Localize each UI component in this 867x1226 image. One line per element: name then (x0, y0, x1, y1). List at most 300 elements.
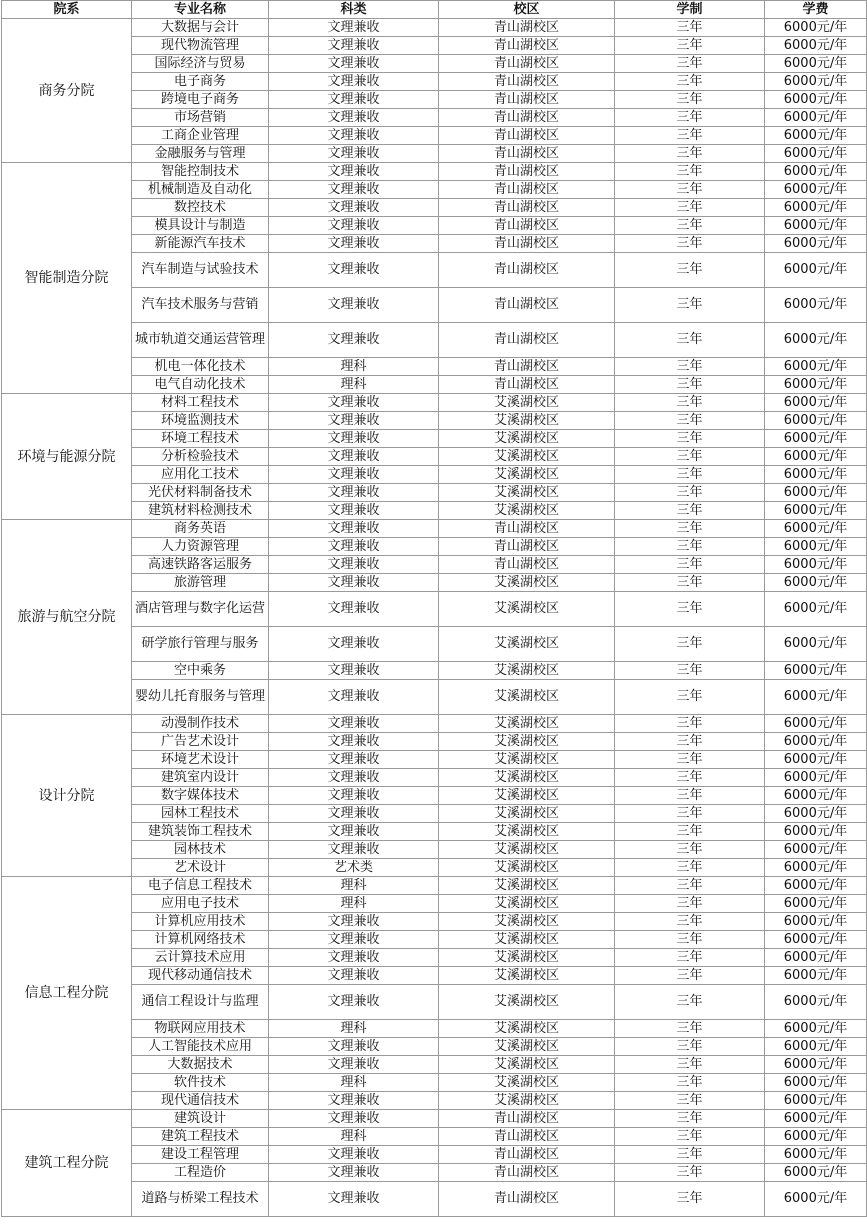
major-cell: 环境监测技术 (132, 412, 269, 430)
table-row (2, 1092, 867, 1110)
category-cell: 文理兼收 (269, 145, 439, 163)
major-cell: 金融服务与管理 (132, 145, 269, 163)
campus-cell: 青山湖校区 (439, 556, 615, 574)
duration-cell: 三年 (615, 967, 765, 985)
campus-cell: 艾溪湖校区 (439, 1056, 615, 1074)
category-cell: 文理兼收 (269, 1092, 439, 1110)
campus-cell: 青山湖校区 (439, 37, 615, 55)
duration-cell: 三年 (615, 751, 765, 769)
fee-cell: 6000元/年 (765, 484, 867, 502)
duration-cell: 三年 (615, 733, 765, 751)
table-row (2, 662, 867, 680)
major-cell: 环境艺术设计 (132, 751, 269, 769)
category-cell: 文理兼收 (269, 73, 439, 91)
table-row (2, 217, 867, 235)
campus-cell: 艾溪湖校区 (439, 502, 615, 520)
category-cell: 文理兼收 (269, 985, 439, 1020)
category-cell: 文理兼收 (269, 253, 439, 288)
major-cell: 跨境电子商务 (132, 91, 269, 109)
major-cell: 高速铁路客运服务 (132, 556, 269, 574)
category-cell: 文理兼收 (269, 949, 439, 967)
campus-cell: 艾溪湖校区 (439, 1038, 615, 1056)
fee-cell: 6000元/年 (765, 1074, 867, 1092)
category-cell: 理科 (269, 1128, 439, 1146)
campus-cell: 艾溪湖校区 (439, 1020, 615, 1038)
fee-cell: 6000元/年 (765, 751, 867, 769)
major-cell: 应用化工技术 (132, 466, 269, 484)
table-row (2, 1056, 867, 1074)
table-row (2, 323, 867, 358)
major-cell: 国际经济与贸易 (132, 55, 269, 73)
major-cell: 环境工程技术 (132, 430, 269, 448)
fee-cell: 6000元/年 (765, 55, 867, 73)
duration-cell: 三年 (615, 412, 765, 430)
duration-cell: 三年 (615, 574, 765, 592)
duration-cell: 三年 (615, 466, 765, 484)
table-row (2, 109, 867, 127)
campus-cell: 艾溪湖校区 (439, 466, 615, 484)
campus-cell: 青山湖校区 (439, 73, 615, 91)
campus-cell: 艾溪湖校区 (439, 412, 615, 430)
duration-cell: 三年 (615, 1056, 765, 1074)
fee-cell: 6000元/年 (765, 931, 867, 949)
duration-cell: 三年 (615, 931, 765, 949)
category-cell: 文理兼收 (269, 715, 439, 733)
campus-cell: 青山湖校区 (439, 127, 615, 145)
duration-cell: 三年 (615, 199, 765, 217)
campus-cell: 艾溪湖校区 (439, 823, 615, 841)
major-cell: 工商企业管理 (132, 127, 269, 145)
category-cell: 文理兼收 (269, 502, 439, 520)
major-cell: 材料工程技术 (132, 394, 269, 412)
major-cell: 建设工程管理 (132, 1146, 269, 1164)
duration-cell: 三年 (615, 323, 765, 358)
major-cell: 机械制造及自动化 (132, 181, 269, 199)
campus-cell: 艾溪湖校区 (439, 430, 615, 448)
category-cell: 文理兼收 (269, 1056, 439, 1074)
campus-cell: 艾溪湖校区 (439, 769, 615, 787)
category-cell: 文理兼收 (269, 805, 439, 823)
fee-cell: 6000元/年 (765, 145, 867, 163)
campus-cell: 艾溪湖校区 (439, 985, 615, 1020)
table-row (2, 1182, 867, 1217)
major-cell: 空中乘务 (132, 662, 269, 680)
campus-cell: 青山湖校区 (439, 145, 615, 163)
duration-cell: 三年 (615, 1128, 765, 1146)
category-cell: 文理兼收 (269, 163, 439, 181)
fee-cell: 6000元/年 (765, 376, 867, 394)
major-cell: 建筑设计 (132, 1110, 269, 1128)
major-cell: 电子信息工程技术 (132, 877, 269, 895)
major-cell: 应用电子技术 (132, 895, 269, 913)
campus-cell: 青山湖校区 (439, 199, 615, 217)
fee-cell: 6000元/年 (765, 859, 867, 877)
table-row (2, 859, 867, 877)
duration-cell: 三年 (615, 715, 765, 733)
campus-cell: 青山湖校区 (439, 520, 615, 538)
fee-cell: 6000元/年 (765, 1164, 867, 1182)
major-cell: 人工智能技术应用 (132, 1038, 269, 1056)
duration-cell: 三年 (615, 430, 765, 448)
duration-cell: 三年 (615, 448, 765, 466)
category-cell: 文理兼收 (269, 1146, 439, 1164)
table-row (2, 502, 867, 520)
table-row (2, 1038, 867, 1056)
major-cell: 计算机网络技术 (132, 931, 269, 949)
header-category: 科类 (269, 1, 439, 19)
duration-cell: 三年 (615, 37, 765, 55)
header-campus: 校区 (439, 1, 615, 19)
table-row (2, 1074, 867, 1092)
campus-cell: 艾溪湖校区 (439, 574, 615, 592)
campus-cell: 艾溪湖校区 (439, 484, 615, 502)
category-cell: 文理兼收 (269, 680, 439, 715)
table-row (2, 466, 867, 484)
fee-cell: 6000元/年 (765, 823, 867, 841)
fee-cell: 6000元/年 (765, 430, 867, 448)
fee-cell: 6000元/年 (765, 1092, 867, 1110)
category-cell: 文理兼收 (269, 1110, 439, 1128)
campus-cell: 青山湖校区 (439, 376, 615, 394)
table-row (2, 91, 867, 109)
campus-cell: 艾溪湖校区 (439, 949, 615, 967)
category-cell: 文理兼收 (269, 91, 439, 109)
fee-cell: 6000元/年 (765, 502, 867, 520)
campus-cell: 青山湖校区 (439, 1182, 615, 1217)
category-cell: 文理兼收 (269, 484, 439, 502)
fee-cell: 6000元/年 (765, 1182, 867, 1217)
major-cell: 商务英语 (132, 520, 269, 538)
table-row (2, 895, 867, 913)
major-cell: 汽车技术服务与营销 (132, 288, 269, 323)
category-cell: 文理兼收 (269, 967, 439, 985)
category-cell: 文理兼收 (269, 288, 439, 323)
category-cell: 文理兼收 (269, 55, 439, 73)
campus-cell: 青山湖校区 (439, 109, 615, 127)
table-row (2, 556, 867, 574)
duration-cell: 三年 (615, 895, 765, 913)
table-row (2, 627, 867, 662)
fee-cell: 6000元/年 (765, 217, 867, 235)
campus-cell: 青山湖校区 (439, 288, 615, 323)
major-cell: 研学旅行管理与服务 (132, 627, 269, 662)
table-row (2, 394, 867, 412)
fee-cell: 6000元/年 (765, 466, 867, 484)
duration-cell: 三年 (615, 19, 765, 37)
duration-cell: 三年 (615, 1074, 765, 1092)
table-row (2, 181, 867, 199)
major-cell: 道路与桥梁工程技术 (132, 1182, 269, 1217)
fee-cell: 6000元/年 (765, 574, 867, 592)
category-cell: 文理兼收 (269, 1038, 439, 1056)
campus-cell: 艾溪湖校区 (439, 1074, 615, 1092)
campus-cell: 艾溪湖校区 (439, 859, 615, 877)
duration-cell: 三年 (615, 127, 765, 145)
category-cell: 文理兼收 (269, 769, 439, 787)
major-cell: 计算机应用技术 (132, 913, 269, 931)
major-cell: 机电一体化技术 (132, 358, 269, 376)
table-row (2, 73, 867, 91)
major-cell: 软件技术 (132, 1074, 269, 1092)
category-cell: 理科 (269, 358, 439, 376)
table-row (2, 877, 867, 895)
duration-cell: 三年 (615, 145, 765, 163)
fee-cell: 6000元/年 (765, 253, 867, 288)
fee-cell: 6000元/年 (765, 19, 867, 37)
table-row (2, 931, 867, 949)
campus-cell: 艾溪湖校区 (439, 841, 615, 859)
fee-cell: 6000元/年 (765, 877, 867, 895)
fee-cell: 6000元/年 (765, 841, 867, 859)
header-major: 专业名称 (132, 1, 269, 19)
duration-cell: 三年 (615, 841, 765, 859)
major-cell: 数字媒体技术 (132, 787, 269, 805)
major-cell: 新能源汽车技术 (132, 235, 269, 253)
major-cell: 智能控制技术 (132, 163, 269, 181)
major-cell: 分析检验技术 (132, 448, 269, 466)
fee-cell: 6000元/年 (765, 1020, 867, 1038)
major-cell: 园林工程技术 (132, 805, 269, 823)
table-row (2, 412, 867, 430)
category-cell: 文理兼收 (269, 412, 439, 430)
duration-cell: 三年 (615, 592, 765, 627)
campus-cell: 青山湖校区 (439, 217, 615, 235)
campus-cell: 艾溪湖校区 (439, 913, 615, 931)
duration-cell: 三年 (615, 769, 765, 787)
major-cell: 城市轨道交通运营管理 (132, 323, 269, 358)
table-row (2, 751, 867, 769)
duration-cell: 三年 (615, 1164, 765, 1182)
header-fee: 学费 (765, 1, 867, 19)
campus-cell: 艾溪湖校区 (439, 895, 615, 913)
campus-cell: 青山湖校区 (439, 235, 615, 253)
major-cell: 电子商务 (132, 73, 269, 91)
table-row (2, 787, 867, 805)
fee-cell: 6000元/年 (765, 680, 867, 715)
major-cell: 人力资源管理 (132, 538, 269, 556)
campus-cell: 青山湖校区 (439, 19, 615, 37)
category-cell: 文理兼收 (269, 1182, 439, 1217)
major-cell: 物联网应用技术 (132, 1020, 269, 1038)
dept-cell: 商务分院 (2, 19, 132, 163)
fee-cell: 6000元/年 (765, 1110, 867, 1128)
table-row (2, 253, 867, 288)
major-cell: 光伏材料制备技术 (132, 484, 269, 502)
major-cell: 婴幼儿托育服务与管理 (132, 680, 269, 715)
fee-cell: 6000元/年 (765, 37, 867, 55)
campus-cell: 青山湖校区 (439, 181, 615, 199)
table-row (2, 163, 867, 181)
table-body (2, 19, 867, 1217)
dept-cell: 建筑工程分院 (2, 1110, 132, 1217)
duration-cell: 三年 (615, 484, 765, 502)
duration-cell: 三年 (615, 109, 765, 127)
duration-cell: 三年 (615, 235, 765, 253)
category-cell: 文理兼收 (269, 556, 439, 574)
fee-cell: 6000元/年 (765, 805, 867, 823)
campus-cell: 青山湖校区 (439, 91, 615, 109)
major-cell: 工程造价 (132, 1164, 269, 1182)
campus-cell: 青山湖校区 (439, 253, 615, 288)
table-row (2, 37, 867, 55)
category-cell: 文理兼收 (269, 37, 439, 55)
table-row (2, 127, 867, 145)
fee-cell: 6000元/年 (765, 520, 867, 538)
fee-cell: 6000元/年 (765, 412, 867, 430)
header-duration: 学制 (615, 1, 765, 19)
table-row (2, 520, 867, 538)
table-row (2, 769, 867, 787)
duration-cell: 三年 (615, 1110, 765, 1128)
header-row (2, 1, 867, 19)
category-cell: 文理兼收 (269, 823, 439, 841)
table-row (2, 805, 867, 823)
dept-cell: 旅游与航空分院 (2, 520, 132, 715)
table-row (2, 1110, 867, 1128)
category-cell: 文理兼收 (269, 235, 439, 253)
table-row (2, 538, 867, 556)
dept-cell: 设计分院 (2, 715, 132, 877)
major-cell: 电气自动化技术 (132, 376, 269, 394)
category-cell: 文理兼收 (269, 127, 439, 145)
campus-cell: 青山湖校区 (439, 1146, 615, 1164)
campus-cell: 艾溪湖校区 (439, 592, 615, 627)
duration-cell: 三年 (615, 1020, 765, 1038)
category-cell: 文理兼收 (269, 574, 439, 592)
category-cell: 文理兼收 (269, 627, 439, 662)
duration-cell: 三年 (615, 1182, 765, 1217)
major-cell: 大数据技术 (132, 1056, 269, 1074)
table-row (2, 358, 867, 376)
campus-cell: 艾溪湖校区 (439, 751, 615, 769)
duration-cell: 三年 (615, 181, 765, 199)
campus-cell: 青山湖校区 (439, 323, 615, 358)
major-cell: 艺术设计 (132, 859, 269, 877)
duration-cell: 三年 (615, 1146, 765, 1164)
category-cell: 文理兼收 (269, 430, 439, 448)
category-cell: 艺术类 (269, 859, 439, 877)
table-row (2, 199, 867, 217)
fee-cell: 6000元/年 (765, 323, 867, 358)
duration-cell: 三年 (615, 556, 765, 574)
table-row (2, 235, 867, 253)
duration-cell: 三年 (615, 662, 765, 680)
fee-cell: 6000元/年 (765, 199, 867, 217)
category-cell: 理科 (269, 877, 439, 895)
fee-cell: 6000元/年 (765, 127, 867, 145)
category-cell: 理科 (269, 1074, 439, 1092)
campus-cell: 艾溪湖校区 (439, 715, 615, 733)
category-cell: 文理兼收 (269, 323, 439, 358)
major-cell: 建筑材料检测技术 (132, 502, 269, 520)
fee-cell: 6000元/年 (765, 895, 867, 913)
table-row (2, 288, 867, 323)
category-cell: 文理兼收 (269, 1164, 439, 1182)
table-row (2, 823, 867, 841)
duration-cell: 三年 (615, 520, 765, 538)
category-cell: 文理兼收 (269, 394, 439, 412)
major-cell: 现代通信技术 (132, 1092, 269, 1110)
category-cell: 文理兼收 (269, 448, 439, 466)
category-cell: 文理兼收 (269, 751, 439, 769)
table-row (2, 376, 867, 394)
duration-cell: 三年 (615, 823, 765, 841)
fee-cell: 6000元/年 (765, 733, 867, 751)
category-cell: 文理兼收 (269, 181, 439, 199)
campus-cell: 青山湖校区 (439, 358, 615, 376)
table-row (2, 430, 867, 448)
dept-cell: 信息工程分院 (2, 877, 132, 1110)
duration-cell: 三年 (615, 985, 765, 1020)
major-cell: 现代物流管理 (132, 37, 269, 55)
category-cell: 文理兼收 (269, 931, 439, 949)
fee-cell: 6000元/年 (765, 967, 867, 985)
table-row (2, 574, 867, 592)
duration-cell: 三年 (615, 787, 765, 805)
fee-cell: 6000元/年 (765, 538, 867, 556)
major-cell: 动漫制作技术 (132, 715, 269, 733)
category-cell: 文理兼收 (269, 19, 439, 37)
table-row (2, 985, 867, 1020)
major-cell: 现代移动通信技术 (132, 967, 269, 985)
campus-cell: 艾溪湖校区 (439, 967, 615, 985)
category-cell: 文理兼收 (269, 466, 439, 484)
duration-cell: 三年 (615, 502, 765, 520)
category-cell: 文理兼收 (269, 733, 439, 751)
fee-cell: 6000元/年 (765, 715, 867, 733)
dept-cell: 智能制造分院 (2, 163, 132, 394)
duration-cell: 三年 (615, 253, 765, 288)
table-row (2, 680, 867, 715)
major-cell: 汽车制造与试验技术 (132, 253, 269, 288)
category-cell: 文理兼收 (269, 199, 439, 217)
campus-cell: 青山湖校区 (439, 538, 615, 556)
category-cell: 理科 (269, 376, 439, 394)
campus-cell: 艾溪湖校区 (439, 680, 615, 715)
campus-cell: 艾溪湖校区 (439, 448, 615, 466)
duration-cell: 三年 (615, 538, 765, 556)
table-row (2, 1020, 867, 1038)
fee-cell: 6000元/年 (765, 913, 867, 931)
duration-cell: 三年 (615, 805, 765, 823)
fee-cell: 6000元/年 (765, 1128, 867, 1146)
duration-cell: 三年 (615, 949, 765, 967)
category-cell: 文理兼收 (269, 217, 439, 235)
table-row (2, 448, 867, 466)
duration-cell: 三年 (615, 394, 765, 412)
dept-cell: 环境与能源分院 (2, 394, 132, 520)
fee-cell: 6000元/年 (765, 235, 867, 253)
fee-cell: 6000元/年 (765, 109, 867, 127)
category-cell: 文理兼收 (269, 841, 439, 859)
campus-cell: 青山湖校区 (439, 1128, 615, 1146)
major-cell: 建筑装饰工程技术 (132, 823, 269, 841)
major-cell: 数控技术 (132, 199, 269, 217)
table-row (2, 55, 867, 73)
fee-cell: 6000元/年 (765, 358, 867, 376)
duration-cell: 三年 (615, 1038, 765, 1056)
category-cell: 文理兼收 (269, 662, 439, 680)
major-cell: 通信工程设计与监理 (132, 985, 269, 1020)
major-cell: 建筑室内设计 (132, 769, 269, 787)
table-row (2, 1128, 867, 1146)
fee-cell: 6000元/年 (765, 181, 867, 199)
duration-cell: 三年 (615, 91, 765, 109)
duration-cell: 三年 (615, 376, 765, 394)
duration-cell: 三年 (615, 877, 765, 895)
fee-cell: 6000元/年 (765, 91, 867, 109)
table-row (2, 145, 867, 163)
